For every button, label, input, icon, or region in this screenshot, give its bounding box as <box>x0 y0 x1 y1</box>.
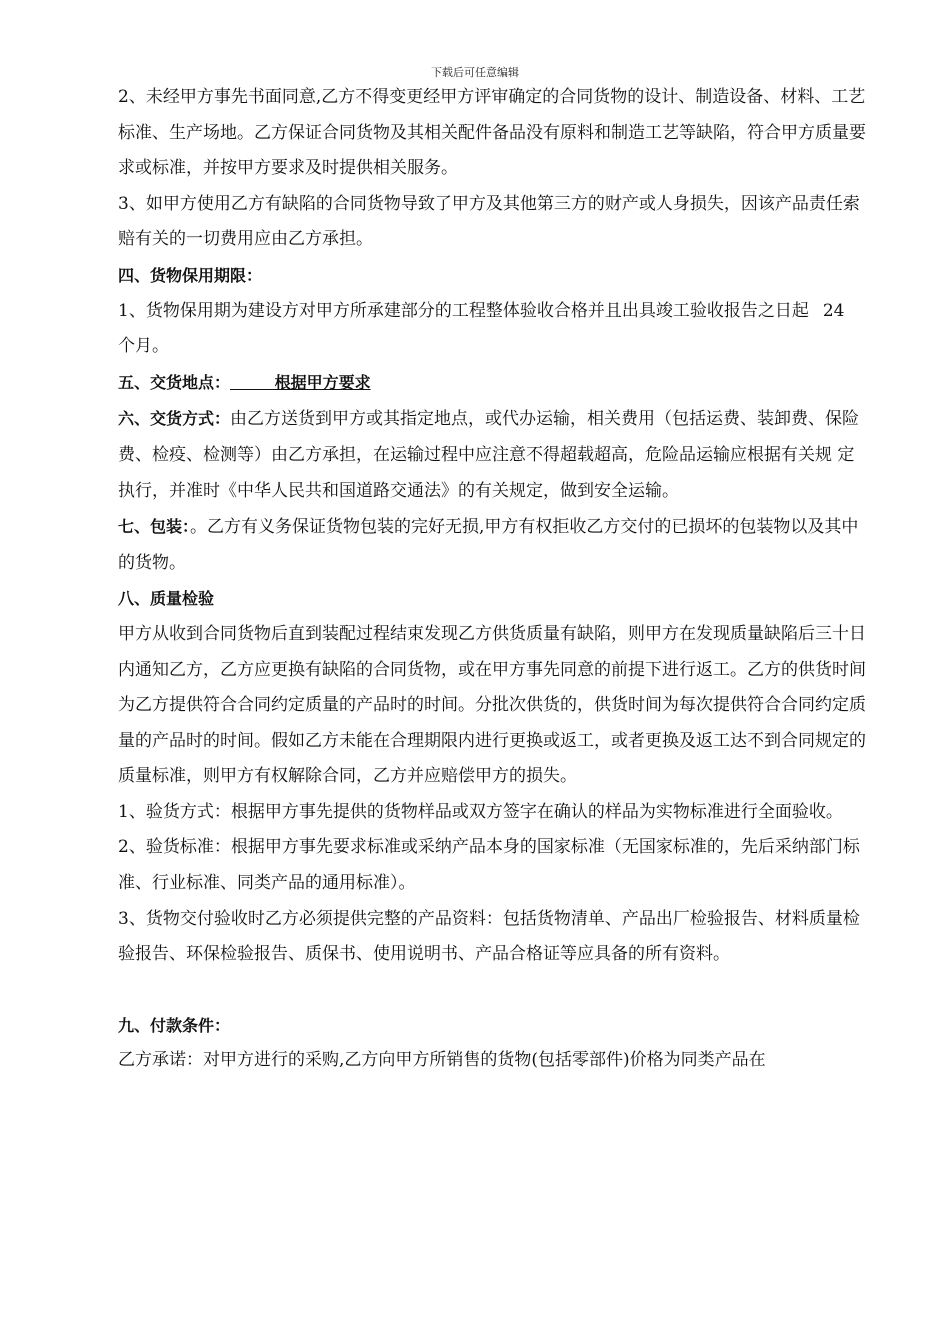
section-8-clause-3: 3、货物交付验收时乙方必须提供完整的产品资料：包括货物清单、产品出厂检验报告、材料质量检验报告、环保检验报告、质保书、使用说明书、产品合格证等应具备的所有资料。 <box>118 908 860 965</box>
section-4-title: 四、货物保用期限： <box>118 265 263 285</box>
warranty-months: 24 <box>822 300 845 321</box>
section-8-clause-2: 2、验货标准：根据甲方事先要求标准或采纳产品本身的国家标准（无国家标准的，先后采纳部门标准、行业标准、同类产品的通用标准）。 <box>118 837 860 894</box>
section-7-body: 。乙方有义务保证货物包装的完好无损,甲方有权拒收乙方交付的已损坏的包装物以及其中的货物。 <box>118 517 859 573</box>
section-6-title: 六、交货方式： <box>118 409 231 429</box>
delivery-location-field <box>230 373 371 392</box>
delivery-location-value: 根据甲方要求 <box>274 372 371 392</box>
blank-line <box>118 973 870 1008</box>
section-4-text-before: 1、货物保用期为建设方对甲方所承建部分的工程整体验收合格并且出具竣工验收报告之日起 <box>118 300 809 321</box>
section-7 <box>118 509 870 581</box>
clause-2: 2、未经甲方事先书面同意,乙方不得变更经甲方评审确定的合同货物的设计、制造设备、材料、工艺标准、生产场地。乙方保证合同货物及其相关配件备品没有原料和制造工艺等缺陷，符合甲方质量要求或标准，并按甲方要求及时提供相关服务。 <box>118 87 866 179</box>
section-6-body: 由乙方送货到甲方或其指定地点，或代办运输，相关费用（包括运费、装卸费、保险费、检疫、检测等）由乙方承担，在运输过程中应注意不得超载超高，危险品运输应根据有关规 定执行，并准时《中华人民共和国道路交通法》的有关规定，做到安全运输。 <box>118 409 860 501</box>
section-9-title: 九、付款条件： <box>118 1015 231 1035</box>
clause-3: 3、如甲方使用乙方有缺陷的合同货物导致了甲方及其他第三方的财产或人身损失，因该产品责任索赔有关的一切费用应由乙方承担。 <box>118 193 860 250</box>
document-body <box>118 80 870 1079</box>
section-4-text-after: 个月。 <box>118 336 169 357</box>
section-7-title: 七、包装： <box>118 517 191 537</box>
section-8-intro: 甲方从收到合同货物后直到装配过程结束发现乙方供货质量有缺陷，则甲方在发现质量缺陷后三十日内通知乙方，乙方应更换有缺陷的合同货物，或在甲方事先同意的前提下进行返工。乙方的供货时间为乙方提供符合合同约定质量的产品时的时间。分批次供货的，供货时间为每次提供符合合同约定质量的产品时的时间。假如乙方未能在合理期限内进行更换或返工，或者更换及返工达不到合同规定的质量标准，则甲方有权解除合同，乙方并应赔偿甲方的损失。 <box>118 623 866 787</box>
section-8-clause-1: 1、验货方式：根据甲方事先提供的货物样品或双方签字在确认的样品为实物标准进行全面验收。 <box>118 801 843 822</box>
section-8-title: 八、质量检验 <box>118 589 215 609</box>
section-5 <box>118 365 870 402</box>
page-header: 下载后可任意编辑 <box>431 66 519 79</box>
section-5-title: 五、交货地点： <box>118 372 231 392</box>
section-9-body: 乙方承诺：对甲方进行的采购,乙方向甲方所销售的货物(包括零部件)价格为同类产品在 <box>118 1050 766 1071</box>
section-4-clause-1 <box>118 294 870 365</box>
section-6 <box>118 401 870 509</box>
